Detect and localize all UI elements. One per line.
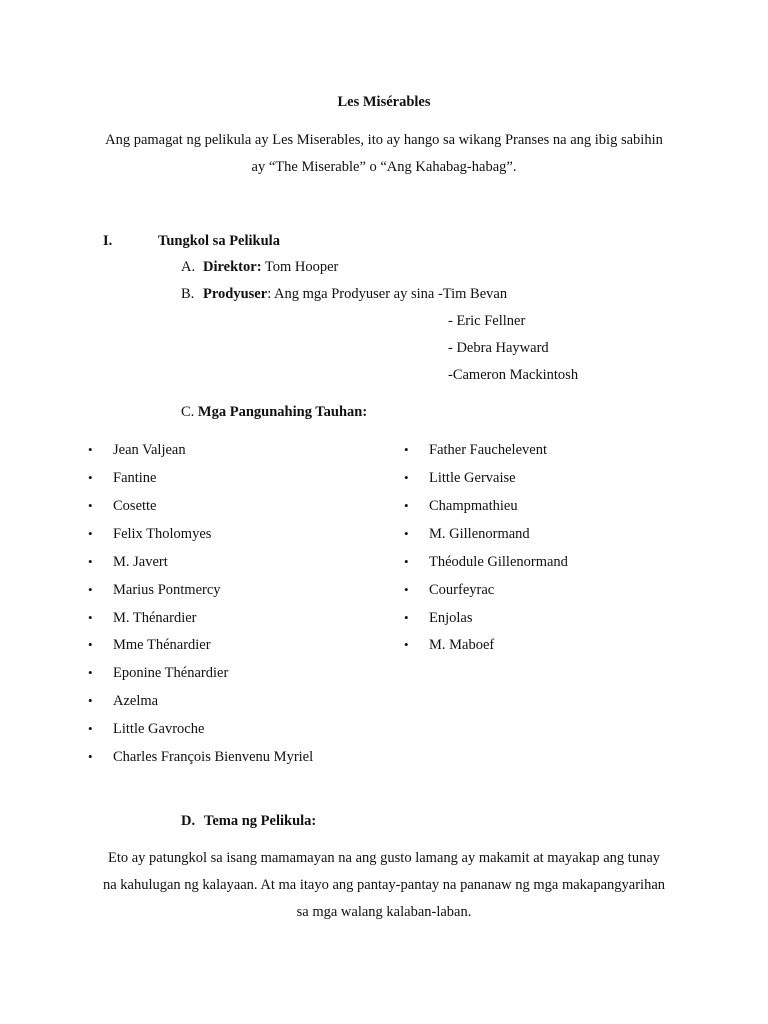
list-item: M. Gillenormand bbox=[429, 526, 530, 542]
list-item: Mme Thénardier bbox=[113, 637, 211, 653]
intro-line-2: ay “The Miserable” o “Ang Kahabag-habag”. bbox=[251, 159, 517, 175]
bullet-icon: • bbox=[404, 470, 409, 485]
list-item: Little Gervaise bbox=[429, 470, 516, 486]
bullet-icon: • bbox=[88, 637, 93, 652]
bullet-icon: • bbox=[88, 749, 93, 764]
bullet-icon: • bbox=[88, 582, 93, 597]
bullet-icon: • bbox=[404, 498, 409, 513]
bullet-icon: • bbox=[404, 442, 409, 457]
bullet-icon: • bbox=[88, 442, 93, 457]
item-b-marker: B. bbox=[181, 286, 195, 302]
list-item: Charles François Bienvenu Myriel bbox=[113, 749, 314, 765]
list-item: Father Fauchelevent bbox=[429, 442, 547, 458]
list-item: Little Gavroche bbox=[113, 721, 205, 737]
intro-line-1: Ang pamagat ng pelikula ay Les Miserables, ito ay hango sa wikang Pranses na ang ibig sabihin bbox=[105, 132, 663, 148]
item-d-heading: Tema ng Pelikula: bbox=[204, 813, 317, 829]
list-item: Fantine bbox=[113, 470, 157, 486]
item-b-producer: Prodyuser: Ang mga Prodyuser ay sina -Tim Bevan bbox=[203, 286, 508, 302]
list-item: Eponine Thénardier bbox=[113, 665, 229, 681]
theme-line-2: na kahulugan ng kalayaan. At ma itayo ang pantay-pantay na pananaw ng mga makapangyarihan bbox=[102, 877, 666, 893]
bullet-icon: • bbox=[88, 554, 93, 569]
list-item: Azelma bbox=[113, 693, 159, 709]
list-item: Felix Tholomyes bbox=[113, 526, 212, 542]
list-item: Marius Pontmercy bbox=[113, 582, 221, 598]
list-item: Champmathieu bbox=[429, 498, 518, 514]
theme-line-3: sa mga walang kalaban-laban. bbox=[296, 904, 472, 920]
bullet-icon: • bbox=[404, 637, 409, 652]
bullet-icon: • bbox=[404, 554, 409, 569]
bullet-icon: • bbox=[88, 498, 93, 513]
bullet-icon: • bbox=[88, 526, 93, 541]
item-a-director: Direktor: Tom Hooper bbox=[203, 259, 339, 275]
item-d-marker: D. bbox=[181, 813, 196, 829]
list-item: M. Thénardier bbox=[113, 610, 197, 626]
bullet-icon: • bbox=[88, 470, 93, 485]
item-c-heading: C. Mga Pangunahing Tauhan: bbox=[181, 404, 368, 420]
bullet-icon: • bbox=[404, 610, 409, 625]
section-heading: Tungkol sa Pelikula bbox=[158, 233, 280, 249]
list-item: M. Maboef bbox=[429, 637, 495, 653]
document-title: Les Misérables bbox=[337, 94, 431, 110]
producer-item: -Cameron Mackintosh bbox=[448, 367, 579, 383]
list-item: Enjolas bbox=[429, 610, 473, 626]
bullet-icon: • bbox=[88, 721, 93, 736]
producer-item: - Debra Hayward bbox=[448, 340, 549, 356]
list-item: Cosette bbox=[113, 498, 157, 514]
bullet-icon: • bbox=[88, 693, 93, 708]
bullet-icon: • bbox=[88, 665, 93, 680]
bullet-icon: • bbox=[404, 526, 409, 541]
list-item: Jean Valjean bbox=[113, 442, 186, 458]
list-item: Théodule Gillenormand bbox=[429, 554, 568, 570]
theme-line-1: Eto ay patungkol sa isang mamamayan na ang gusto lamang ay makamit at mayakap ang tunay bbox=[107, 850, 661, 866]
bullet-icon: • bbox=[88, 610, 93, 625]
list-item: Courfeyrac bbox=[429, 582, 495, 598]
list-item: M. Javert bbox=[113, 554, 168, 570]
producer-item: - Eric Fellner bbox=[448, 313, 526, 329]
item-a-marker: A. bbox=[181, 259, 196, 275]
bullet-icon: • bbox=[404, 582, 409, 597]
section-numeral: I. bbox=[103, 233, 113, 249]
